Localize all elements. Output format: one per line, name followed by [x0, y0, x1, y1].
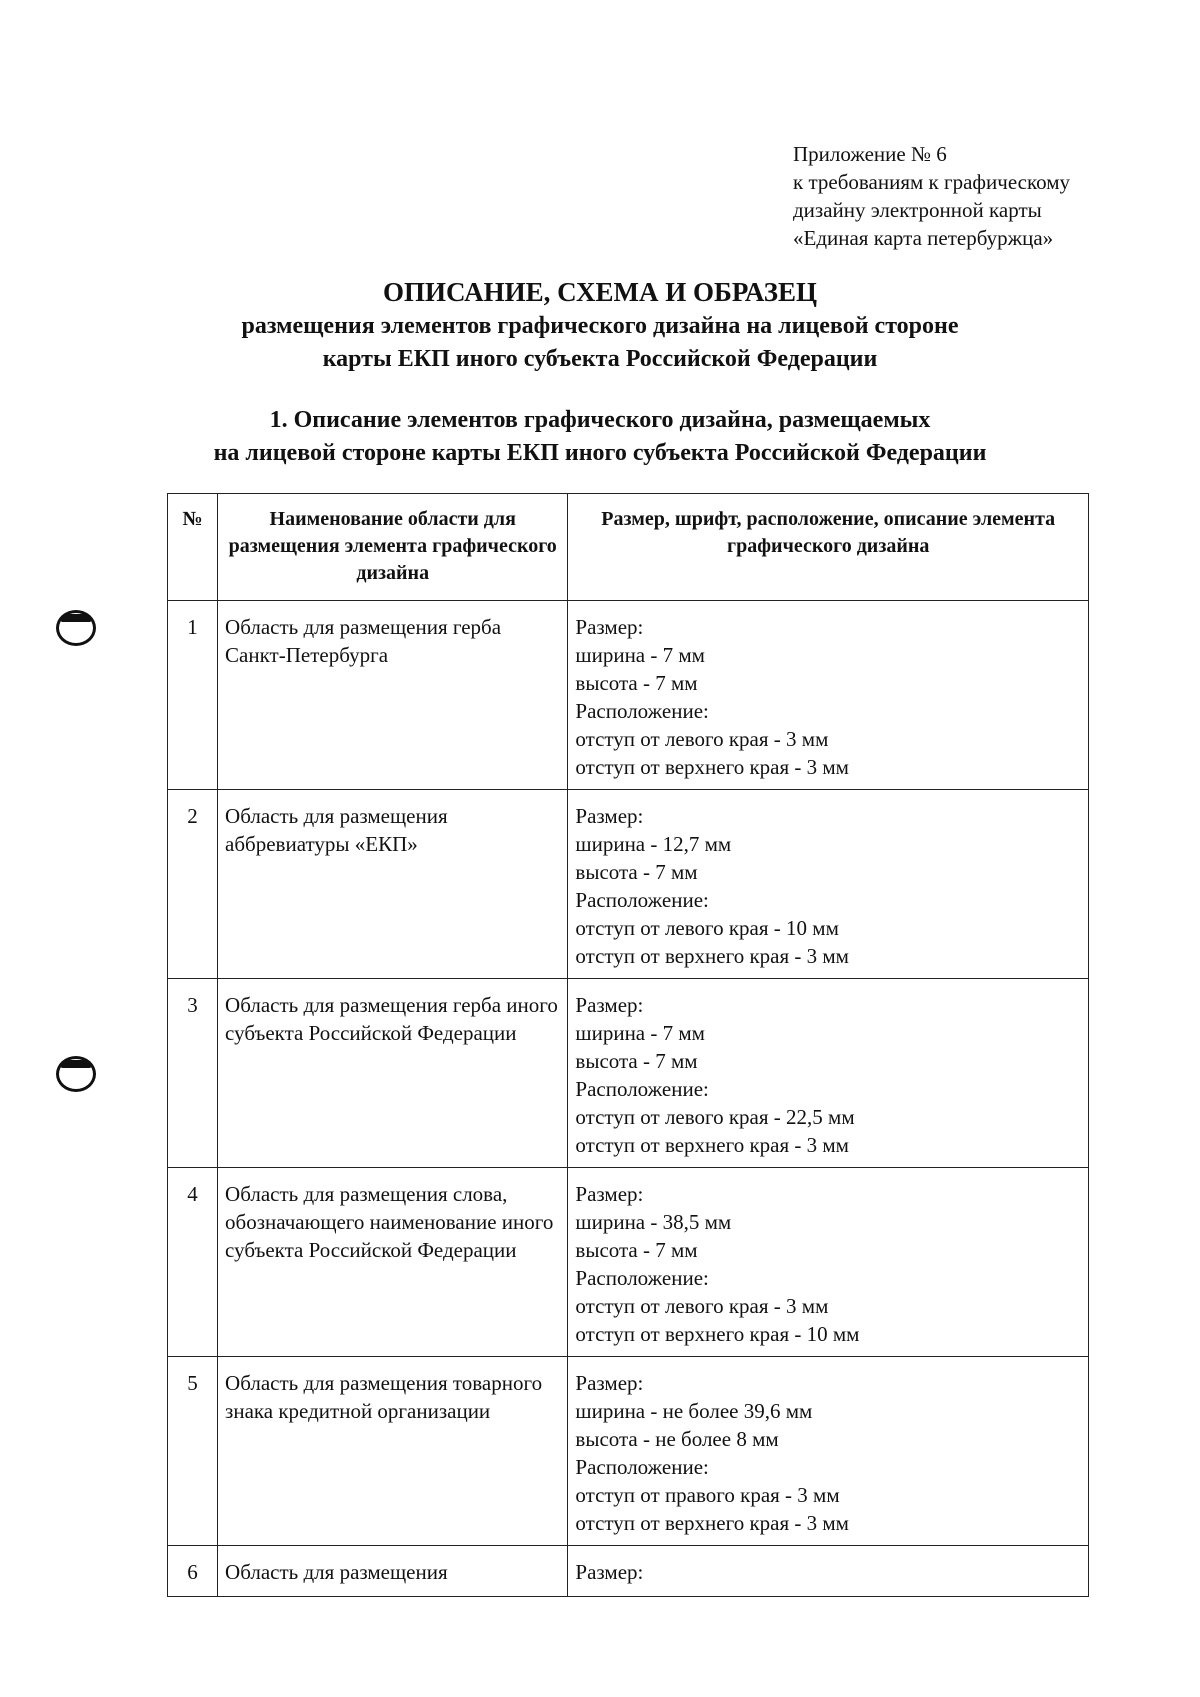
- desc-line: отступ от верхнего края - 3 мм: [575, 755, 849, 779]
- row-description: [568, 790, 1089, 979]
- desc-line: отступ от правого края - 3 мм: [575, 1483, 840, 1507]
- appendix-line: «Единая карта петербуржца»: [793, 226, 1054, 250]
- document-subtitle: [0, 310, 1200, 376]
- row-area-name: Область для размещения герба Санкт-Петербурга: [218, 601, 568, 790]
- desc-line: высота - не более 8 мм: [575, 1427, 779, 1451]
- row-description: [568, 601, 1089, 790]
- appendix-line: дизайну электронной карты: [793, 198, 1042, 222]
- desc-line: ширина - 38,5 мм: [575, 1210, 732, 1234]
- desc-line: отступ от левого края - 22,5 мм: [575, 1105, 855, 1129]
- desc-line: Размер:: [575, 1560, 644, 1584]
- appendix-line: к требованиям к графическому: [793, 170, 1071, 194]
- desc-line: Размер:: [575, 993, 644, 1017]
- row-description: [568, 1546, 1089, 1597]
- desc-line: отступ от верхнего края - 3 мм: [575, 1133, 849, 1157]
- desc-line: отступ от левого края - 10 мм: [575, 916, 839, 940]
- table-header-row: [168, 494, 1089, 601]
- row-description: [568, 979, 1089, 1168]
- desc-line: Размер:: [575, 1371, 644, 1395]
- header-description: Размер, шрифт, расположение, описание элемента графического дизайна: [568, 494, 1089, 601]
- row-description: [568, 1357, 1089, 1546]
- appendix-reference: [793, 140, 1173, 252]
- section-heading: [0, 404, 1200, 470]
- header-number: №: [168, 494, 218, 601]
- section-heading-line: на лицевой стороне карты ЕКП иного субъекта Российской Федерации: [213, 440, 987, 466]
- table-row: [168, 1546, 1089, 1597]
- row-description: [568, 1168, 1089, 1357]
- desc-line: Размер:: [575, 804, 644, 828]
- desc-line: высота - 7 мм: [575, 671, 698, 695]
- punch-hole-mark: [56, 1056, 96, 1092]
- desc-line: отступ от левого края - 3 мм: [575, 1294, 829, 1318]
- document-title: ОПИСАНИЕ, СХЕМА И ОБРАЗЕЦ: [383, 277, 817, 307]
- subtitle-line: размещения элементов графического дизайна на лицевой стороне: [241, 313, 959, 339]
- desc-line: отступ от левого края - 3 мм: [575, 727, 829, 751]
- row-number: 1: [168, 601, 218, 790]
- desc-line: отступ от верхнего края - 3 мм: [575, 1511, 849, 1535]
- table-row: [168, 979, 1089, 1168]
- section-heading-line: 1. Описание элементов графического дизайна, размещаемых: [269, 407, 931, 433]
- row-area-name: Область для размещения герба иного субъекта Российской Федерации: [218, 979, 568, 1168]
- desc-line: Расположение:: [575, 1077, 709, 1101]
- desc-line: Размер:: [575, 615, 644, 639]
- row-area-name: Область для размещения товарного знака кредитной организации: [218, 1357, 568, 1546]
- desc-line: высота - 7 мм: [575, 1049, 698, 1073]
- elements-table: [167, 493, 1089, 1597]
- appendix-line: Приложение № 6: [793, 142, 947, 166]
- desc-line: Расположение:: [575, 888, 709, 912]
- desc-line: Расположение:: [575, 1266, 709, 1290]
- desc-line: высота - 7 мм: [575, 1238, 698, 1262]
- desc-line: отступ от верхнего края - 3 мм: [575, 944, 849, 968]
- row-number: 5: [168, 1357, 218, 1546]
- header-area-name: Наименование области для размещения элемента графического дизайна: [218, 494, 568, 601]
- table-row: [168, 1168, 1089, 1357]
- row-number: 2: [168, 790, 218, 979]
- row-area-name: Область для размещения: [218, 1546, 568, 1597]
- row-area-name: Область для размещения слова, обозначающего наименование иного субъекта Российской Федерации: [218, 1168, 568, 1357]
- table-row: [168, 1357, 1089, 1546]
- desc-line: Размер:: [575, 1182, 644, 1206]
- desc-line: Расположение:: [575, 699, 709, 723]
- desc-line: ширина - 7 мм: [575, 1021, 705, 1045]
- desc-line: ширина - 7 мм: [575, 643, 705, 667]
- desc-line: Расположение:: [575, 1455, 709, 1479]
- table-row: [168, 601, 1089, 790]
- desc-line: ширина - не более 39,6 мм: [575, 1399, 813, 1423]
- row-number: 3: [168, 979, 218, 1168]
- row-area-name: Область для размещения аббревиатуры «ЕКП»: [218, 790, 568, 979]
- punch-hole-mark: [56, 610, 96, 646]
- desc-line: отступ от верхнего края - 10 мм: [575, 1322, 860, 1346]
- row-number: 4: [168, 1168, 218, 1357]
- desc-line: высота - 7 мм: [575, 860, 698, 884]
- desc-line: ширина - 12,7 мм: [575, 832, 732, 856]
- row-number: 6: [168, 1546, 218, 1597]
- table-row: [168, 790, 1089, 979]
- subtitle-line: карты ЕКП иного субъекта Российской Федерации: [322, 346, 878, 372]
